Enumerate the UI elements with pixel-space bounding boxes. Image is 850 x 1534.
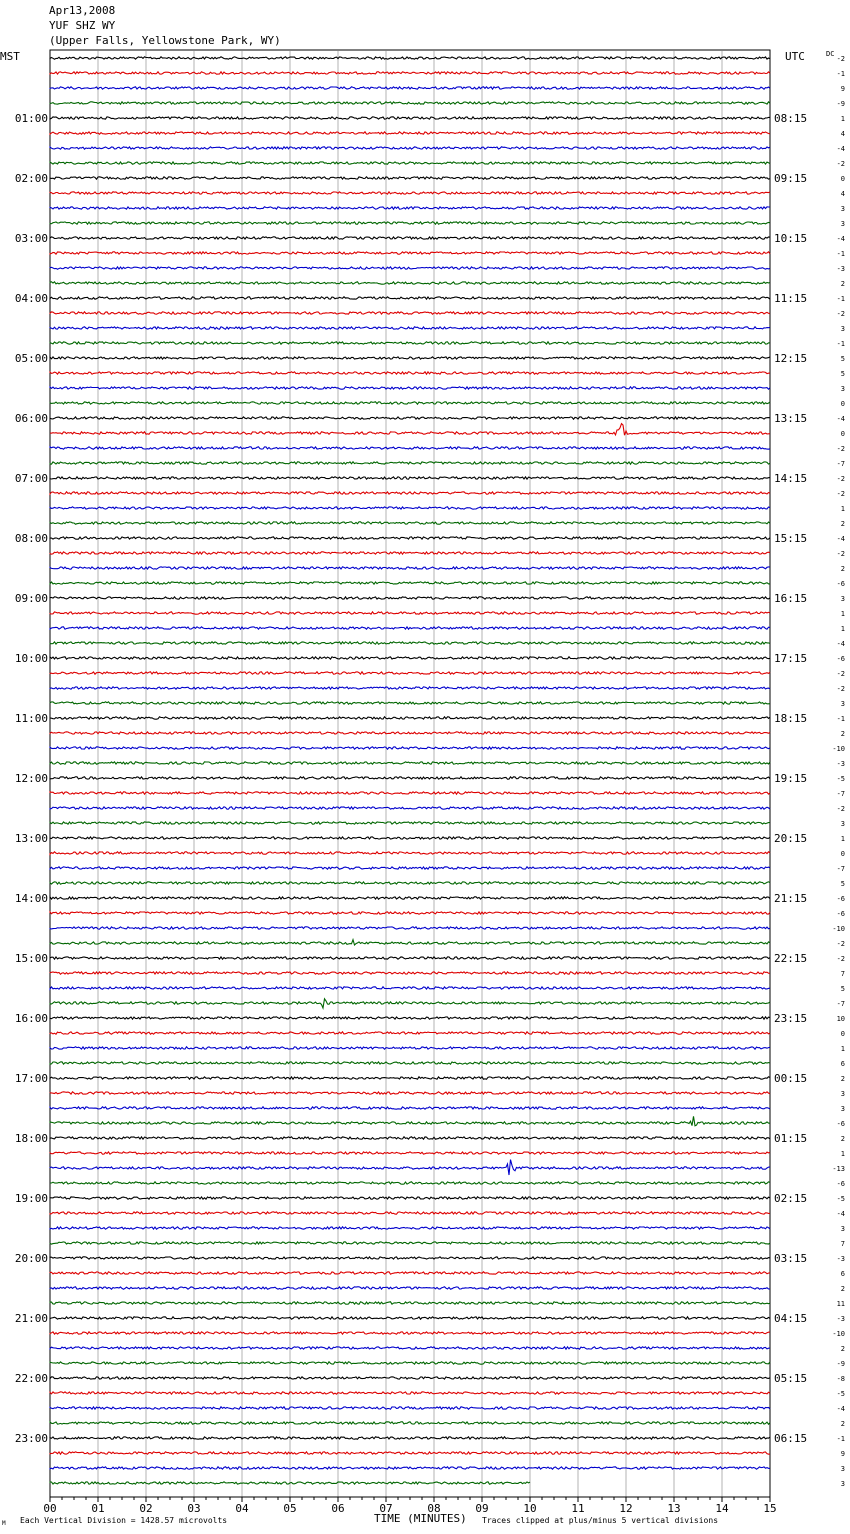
dc-offset-value: -1 [836, 1435, 845, 1443]
station-location: (Upper Falls, Yellowstone Park, WY) [49, 34, 281, 47]
utc-hour-label: 02:15 [774, 1192, 808, 1205]
seismic-trace [50, 732, 770, 734]
seismic-trace [50, 972, 770, 974]
seismic-trace [50, 342, 770, 344]
seismic-trace [50, 1197, 770, 1199]
mst-hour-label: 23:00 [14, 1432, 48, 1445]
utc-hour-label: 20:15 [774, 832, 808, 845]
dc-offset-value: 7 [840, 970, 845, 978]
dc-offset-value: -4 [836, 1210, 845, 1218]
utc-hour-label: 23:15 [774, 1012, 808, 1025]
dc-offset-value: 1 [840, 610, 845, 618]
dc-offset-value: -4 [836, 535, 845, 543]
x-tick-label: 11 [571, 1502, 585, 1515]
x-tick-label: 09 [475, 1502, 489, 1515]
seismic-trace [50, 1107, 770, 1109]
dc-offset-value: -10 [832, 745, 845, 753]
dc-offset-value: 2 [840, 1420, 845, 1428]
seismic-trace [50, 792, 770, 794]
utc-hour-label: 05:15 [774, 1372, 808, 1385]
dc-offset-value: -6 [836, 655, 845, 663]
dc-offset-value: -1 [836, 715, 845, 723]
dc-offset-value: -6 [836, 895, 845, 903]
dc-offset-labels [832, 55, 845, 1488]
seismic-trace [50, 537, 770, 539]
corner-mark: M [2, 1520, 6, 1527]
utc-hour-label: 00:15 [774, 1072, 808, 1085]
seismic-traces [50, 57, 770, 1484]
x-tick-label: 15 [763, 1502, 777, 1515]
seismic-trace [50, 1137, 770, 1139]
dc-offset-value: -9 [836, 100, 845, 108]
utc-hour-label: 01:15 [774, 1132, 808, 1145]
right-timezone-label: UTC [785, 50, 805, 63]
dc-offset-value: 3 [840, 1090, 845, 1098]
seismic-trace [50, 1332, 770, 1334]
dc-offset-value: -5 [836, 1390, 845, 1398]
mst-hour-label: 13:00 [14, 832, 48, 845]
dc-offset-value: 11 [836, 1300, 845, 1308]
seismic-trace [50, 492, 770, 494]
seismic-trace [50, 57, 770, 59]
utc-hour-label: 18:15 [774, 712, 808, 725]
seismic-trace [50, 1377, 770, 1379]
seismic-trace [50, 237, 770, 239]
dc-offset-value: -2 [836, 445, 845, 453]
mst-hour-label: 12:00 [14, 772, 48, 785]
seismic-trace [50, 252, 770, 254]
seismic-trace [50, 999, 770, 1008]
seismic-trace [50, 177, 770, 179]
mst-hour-label: 15:00 [14, 952, 48, 965]
dc-offset-value: -1 [836, 250, 845, 258]
dc-offset-value: 2 [840, 1135, 845, 1143]
seismic-trace [50, 1047, 770, 1049]
mst-hour-label: 16:00 [14, 1012, 48, 1025]
seismic-trace [50, 1212, 770, 1214]
seismic-trace [50, 582, 770, 584]
dc-offset-value: 3 [840, 1465, 845, 1473]
dc-offset-value: -2 [836, 490, 845, 498]
seismic-trace [50, 1302, 770, 1304]
mst-hour-label: 11:00 [14, 712, 48, 725]
dc-offset-value: -4 [836, 235, 845, 243]
x-tick-label: 00 [43, 1502, 57, 1515]
dc-offset-value: -5 [836, 775, 845, 783]
dc-offset-value: -2 [836, 160, 845, 168]
mst-hour-label: 21:00 [14, 1312, 48, 1325]
seismic-trace [50, 1152, 770, 1154]
x-tick-label: 06 [331, 1502, 345, 1515]
dc-offset-value: 3 [840, 820, 845, 828]
dc-offset-value: -7 [836, 460, 845, 468]
helicorder-date: Apr13,2008 [49, 4, 116, 17]
utc-hour-label: 06:15 [774, 1432, 808, 1445]
utc-hour-label: 04:15 [774, 1312, 808, 1325]
dc-offset-value: -2 [836, 805, 845, 813]
dc-offset-value: -2 [836, 685, 845, 693]
dc-offset-value: -3 [836, 1255, 845, 1263]
utc-hour-label: 10:15 [774, 232, 808, 245]
dc-offset-value: 4 [840, 190, 845, 198]
dc-offset-value: 0 [840, 400, 845, 408]
seismic-trace [50, 147, 770, 149]
seismic-trace [50, 1182, 770, 1184]
x-tick-label: 04 [235, 1502, 249, 1515]
seismic-trace [50, 867, 770, 869]
dc-offset-value: -2 [836, 550, 845, 558]
seismic-trace [50, 597, 770, 599]
seismic-trace [50, 1347, 770, 1349]
dc-offset-value: -7 [836, 790, 845, 798]
seismic-trace [50, 912, 770, 914]
dc-offset-value: -3 [836, 265, 845, 273]
seismic-trace [50, 940, 770, 945]
mst-hour-label: 01:00 [14, 112, 48, 125]
seismic-trace [50, 117, 770, 119]
seismic-trace [50, 102, 770, 104]
dc-offset-value: -6 [836, 580, 845, 588]
scale-note: Each Vertical Division = 1428.57 microvolts [20, 1516, 228, 1525]
seismic-trace [50, 424, 770, 436]
seismic-trace [50, 612, 770, 614]
seismic-trace [50, 1392, 770, 1394]
dc-offset-value: 0 [840, 1030, 845, 1038]
x-axis-title: TIME (MINUTES) [374, 1512, 467, 1525]
seismic-trace [50, 1062, 770, 1064]
seismic-trace [50, 777, 770, 779]
dc-offset-value: -1 [836, 295, 845, 303]
dc-offset-value: 2 [840, 565, 845, 573]
dc-offset-value: 10 [836, 1015, 845, 1023]
dc-offset-value: -3 [836, 1315, 845, 1323]
utc-hour-label: 21:15 [774, 892, 808, 905]
utc-hour-label: 22:15 [774, 952, 808, 965]
x-tick-label: 10 [523, 1502, 537, 1515]
dc-offset-value: 6 [840, 1270, 845, 1278]
dc-offset-value: 2 [840, 730, 845, 738]
x-tick-label: 07 [379, 1502, 393, 1515]
mst-hour-label: 07:00 [14, 472, 48, 485]
dc-offset-value: -1 [836, 70, 845, 78]
dc-offset-value: -9 [836, 1360, 845, 1368]
seismic-trace [50, 477, 770, 479]
seismic-trace [50, 1032, 770, 1034]
seismic-trace [50, 192, 770, 194]
dc-offset-value: 1 [840, 835, 845, 843]
utc-hour-label: 16:15 [774, 592, 808, 605]
dc-offset-value: -2 [836, 55, 845, 63]
dc-offset-value: 5 [840, 985, 845, 993]
dc-offset-value: -8 [836, 1375, 845, 1383]
dc-offset-value: 5 [840, 355, 845, 363]
seismic-trace [50, 627, 770, 629]
utc-hour-label: 09:15 [774, 172, 808, 185]
dc-offset-value: -6 [836, 1180, 845, 1188]
dc-offset-value: 9 [840, 85, 845, 93]
dc-offset-value: -2 [836, 475, 845, 483]
dc-offset-value: -4 [836, 1405, 845, 1413]
utc-hour-label: 03:15 [774, 1252, 808, 1265]
seismic-trace [50, 1422, 770, 1424]
x-tick-label: 05 [283, 1502, 297, 1515]
mst-hour-label: 19:00 [14, 1192, 48, 1205]
seismic-trace [50, 882, 770, 884]
dc-offset-value: -10 [832, 925, 845, 933]
utc-hour-label: 12:15 [774, 352, 808, 365]
dc-offset-value: 0 [840, 175, 845, 183]
utc-hour-label: 13:15 [774, 412, 808, 425]
mst-hour-label: 18:00 [14, 1132, 48, 1145]
dc-offset-value: 4 [840, 130, 845, 138]
seismic-trace [50, 1160, 770, 1175]
seismic-trace [50, 387, 770, 389]
dc-offset-value: -2 [836, 955, 845, 963]
seismic-trace [50, 1017, 770, 1019]
dc-offset-value: 3 [840, 595, 845, 603]
seismic-trace [50, 702, 770, 704]
seismic-trace [50, 1257, 770, 1259]
x-tick-label: 02 [139, 1502, 153, 1515]
mst-hour-label: 04:00 [14, 292, 48, 305]
seismic-trace [50, 747, 770, 749]
mst-hour-label: 14:00 [14, 892, 48, 905]
seismic-trace [50, 927, 770, 929]
seismic-trace [50, 402, 770, 404]
dc-offset-value: 3 [840, 325, 845, 333]
seismic-trace [50, 1092, 770, 1094]
dc-offset-value: -5 [836, 1195, 845, 1203]
x-tick-label: 03 [187, 1502, 201, 1515]
dc-offset-value: -4 [836, 415, 845, 423]
mst-hour-label: 20:00 [14, 1252, 48, 1265]
dc-offset-value: 3 [840, 1225, 845, 1233]
dc-offset-value: -7 [836, 1000, 845, 1008]
dc-offset-value: 2 [840, 1345, 845, 1353]
seismic-trace [50, 852, 770, 854]
dc-offset-value: 3 [840, 700, 845, 708]
utc-hour-label: 08:15 [774, 112, 808, 125]
mst-hour-label: 06:00 [14, 412, 48, 425]
mst-hour-label: 09:00 [14, 592, 48, 605]
seismic-trace [50, 987, 770, 989]
dc-offset-value: 1 [840, 505, 845, 513]
mst-hour-label: 08:00 [14, 532, 48, 545]
utc-hour-label: 15:15 [774, 532, 808, 545]
dc-offset-value: 0 [840, 850, 845, 858]
dc-offset-value: -6 [836, 910, 845, 918]
seismic-trace [50, 1467, 770, 1469]
seismic-trace [50, 822, 770, 824]
mst-hour-label: 22:00 [14, 1372, 48, 1385]
utc-hour-label: 17:15 [774, 652, 808, 665]
seismic-trace [50, 507, 770, 509]
mst-hour-labels [15, 112, 48, 1445]
seismic-trace [50, 312, 770, 314]
x-tick-label: 14 [715, 1502, 729, 1515]
seismic-trace [50, 462, 770, 464]
seismic-trace [50, 1407, 770, 1409]
mst-hour-label: 17:00 [14, 1072, 48, 1085]
seismic-trace [50, 267, 770, 269]
seismic-trace [50, 897, 770, 899]
x-tick-label: 13 [667, 1502, 681, 1515]
dc-offset-value: 3 [840, 1105, 845, 1113]
seismic-trace [50, 162, 770, 164]
seismic-trace [50, 1227, 770, 1229]
seismic-trace [50, 417, 770, 419]
utc-hour-label: 19:15 [774, 772, 808, 785]
clip-note: Traces clipped at plus/minus 5 vertical divisions [482, 1516, 719, 1525]
dc-offset-value: 3 [840, 205, 845, 213]
mst-hour-label: 02:00 [14, 172, 48, 185]
seismic-trace [50, 957, 770, 959]
seismic-trace [50, 837, 770, 839]
dc-offset-value: 0 [840, 430, 845, 438]
seismic-trace [50, 657, 770, 659]
seismic-trace [50, 672, 770, 674]
dc-offset-value: 1 [840, 625, 845, 633]
seismic-trace [50, 1287, 770, 1289]
seismic-trace [50, 1452, 770, 1454]
utc-hour-label: 11:15 [774, 292, 808, 305]
dc-offset-value: -2 [836, 310, 845, 318]
seismic-trace [50, 567, 770, 569]
seismic-trace [50, 522, 770, 524]
seismic-trace [50, 1437, 770, 1439]
dc-offset-value: -3 [836, 760, 845, 768]
seismic-trace [50, 717, 770, 719]
seismic-trace [50, 1242, 770, 1244]
seismic-trace [50, 222, 770, 224]
station-code: YUF SHZ WY [49, 19, 116, 32]
dc-offset-value: 6 [840, 1060, 845, 1068]
dc-offset-value: 5 [840, 370, 845, 378]
seismic-trace [50, 762, 770, 764]
dc-offset-value: -1 [836, 340, 845, 348]
dc-offset-value: 1 [840, 1150, 845, 1158]
seismic-trace [50, 1272, 770, 1274]
seismic-trace [50, 687, 770, 689]
seismic-trace [50, 642, 770, 644]
x-tick-label: 08 [427, 1502, 441, 1515]
seismic-trace [50, 207, 770, 209]
seismic-trace [50, 297, 770, 299]
seismic-trace [50, 327, 770, 329]
mst-hour-label: 03:00 [14, 232, 48, 245]
seismic-trace [50, 1116, 770, 1126]
dc-offset-value: -7 [836, 865, 845, 873]
seismic-trace [50, 282, 770, 284]
dc-offset-value: -10 [832, 1330, 845, 1338]
dc-offset-value: 9 [840, 1450, 845, 1458]
seismic-trace [50, 357, 770, 359]
dc-offset-value: 1 [840, 1045, 845, 1053]
dc-offset-header: DC [826, 50, 835, 58]
dc-offset-value: -2 [836, 670, 845, 678]
left-timezone-label: MST [0, 50, 20, 63]
dc-offset-value: -6 [836, 1120, 845, 1128]
x-tick-label: 12 [619, 1502, 633, 1515]
dc-offset-value: 1 [840, 115, 845, 123]
x-tick-label: 01 [91, 1502, 105, 1515]
seismic-trace [50, 132, 770, 134]
dc-offset-value: 3 [840, 220, 845, 228]
dc-offset-value: 2 [840, 1285, 845, 1293]
dc-offset-value: 2 [840, 1075, 845, 1083]
seismic-trace [50, 807, 770, 809]
dc-offset-value: 7 [840, 1240, 845, 1248]
dc-offset-value: -4 [836, 640, 845, 648]
utc-hour-label: 14:15 [774, 472, 808, 485]
dc-offset-value: 3 [840, 1480, 845, 1488]
seismic-trace [50, 372, 770, 374]
dc-offset-value: 3 [840, 385, 845, 393]
seismic-trace [50, 1077, 770, 1079]
dc-offset-value: -2 [836, 940, 845, 948]
dc-offset-value: 2 [840, 520, 845, 528]
seismic-trace [50, 1362, 770, 1364]
mst-hour-label: 10:00 [14, 652, 48, 665]
dc-offset-value: -4 [836, 145, 845, 153]
dc-offset-value: 5 [840, 880, 845, 888]
seismic-trace [50, 1317, 770, 1319]
seismic-trace [50, 552, 770, 554]
dc-offset-value: -13 [832, 1165, 845, 1173]
utc-hour-labels [774, 112, 807, 1445]
seismic-trace [50, 87, 770, 89]
mst-hour-label: 05:00 [14, 352, 48, 365]
dc-offset-value: 2 [840, 280, 845, 288]
seismic-trace [50, 72, 770, 74]
seismic-trace [50, 447, 770, 449]
